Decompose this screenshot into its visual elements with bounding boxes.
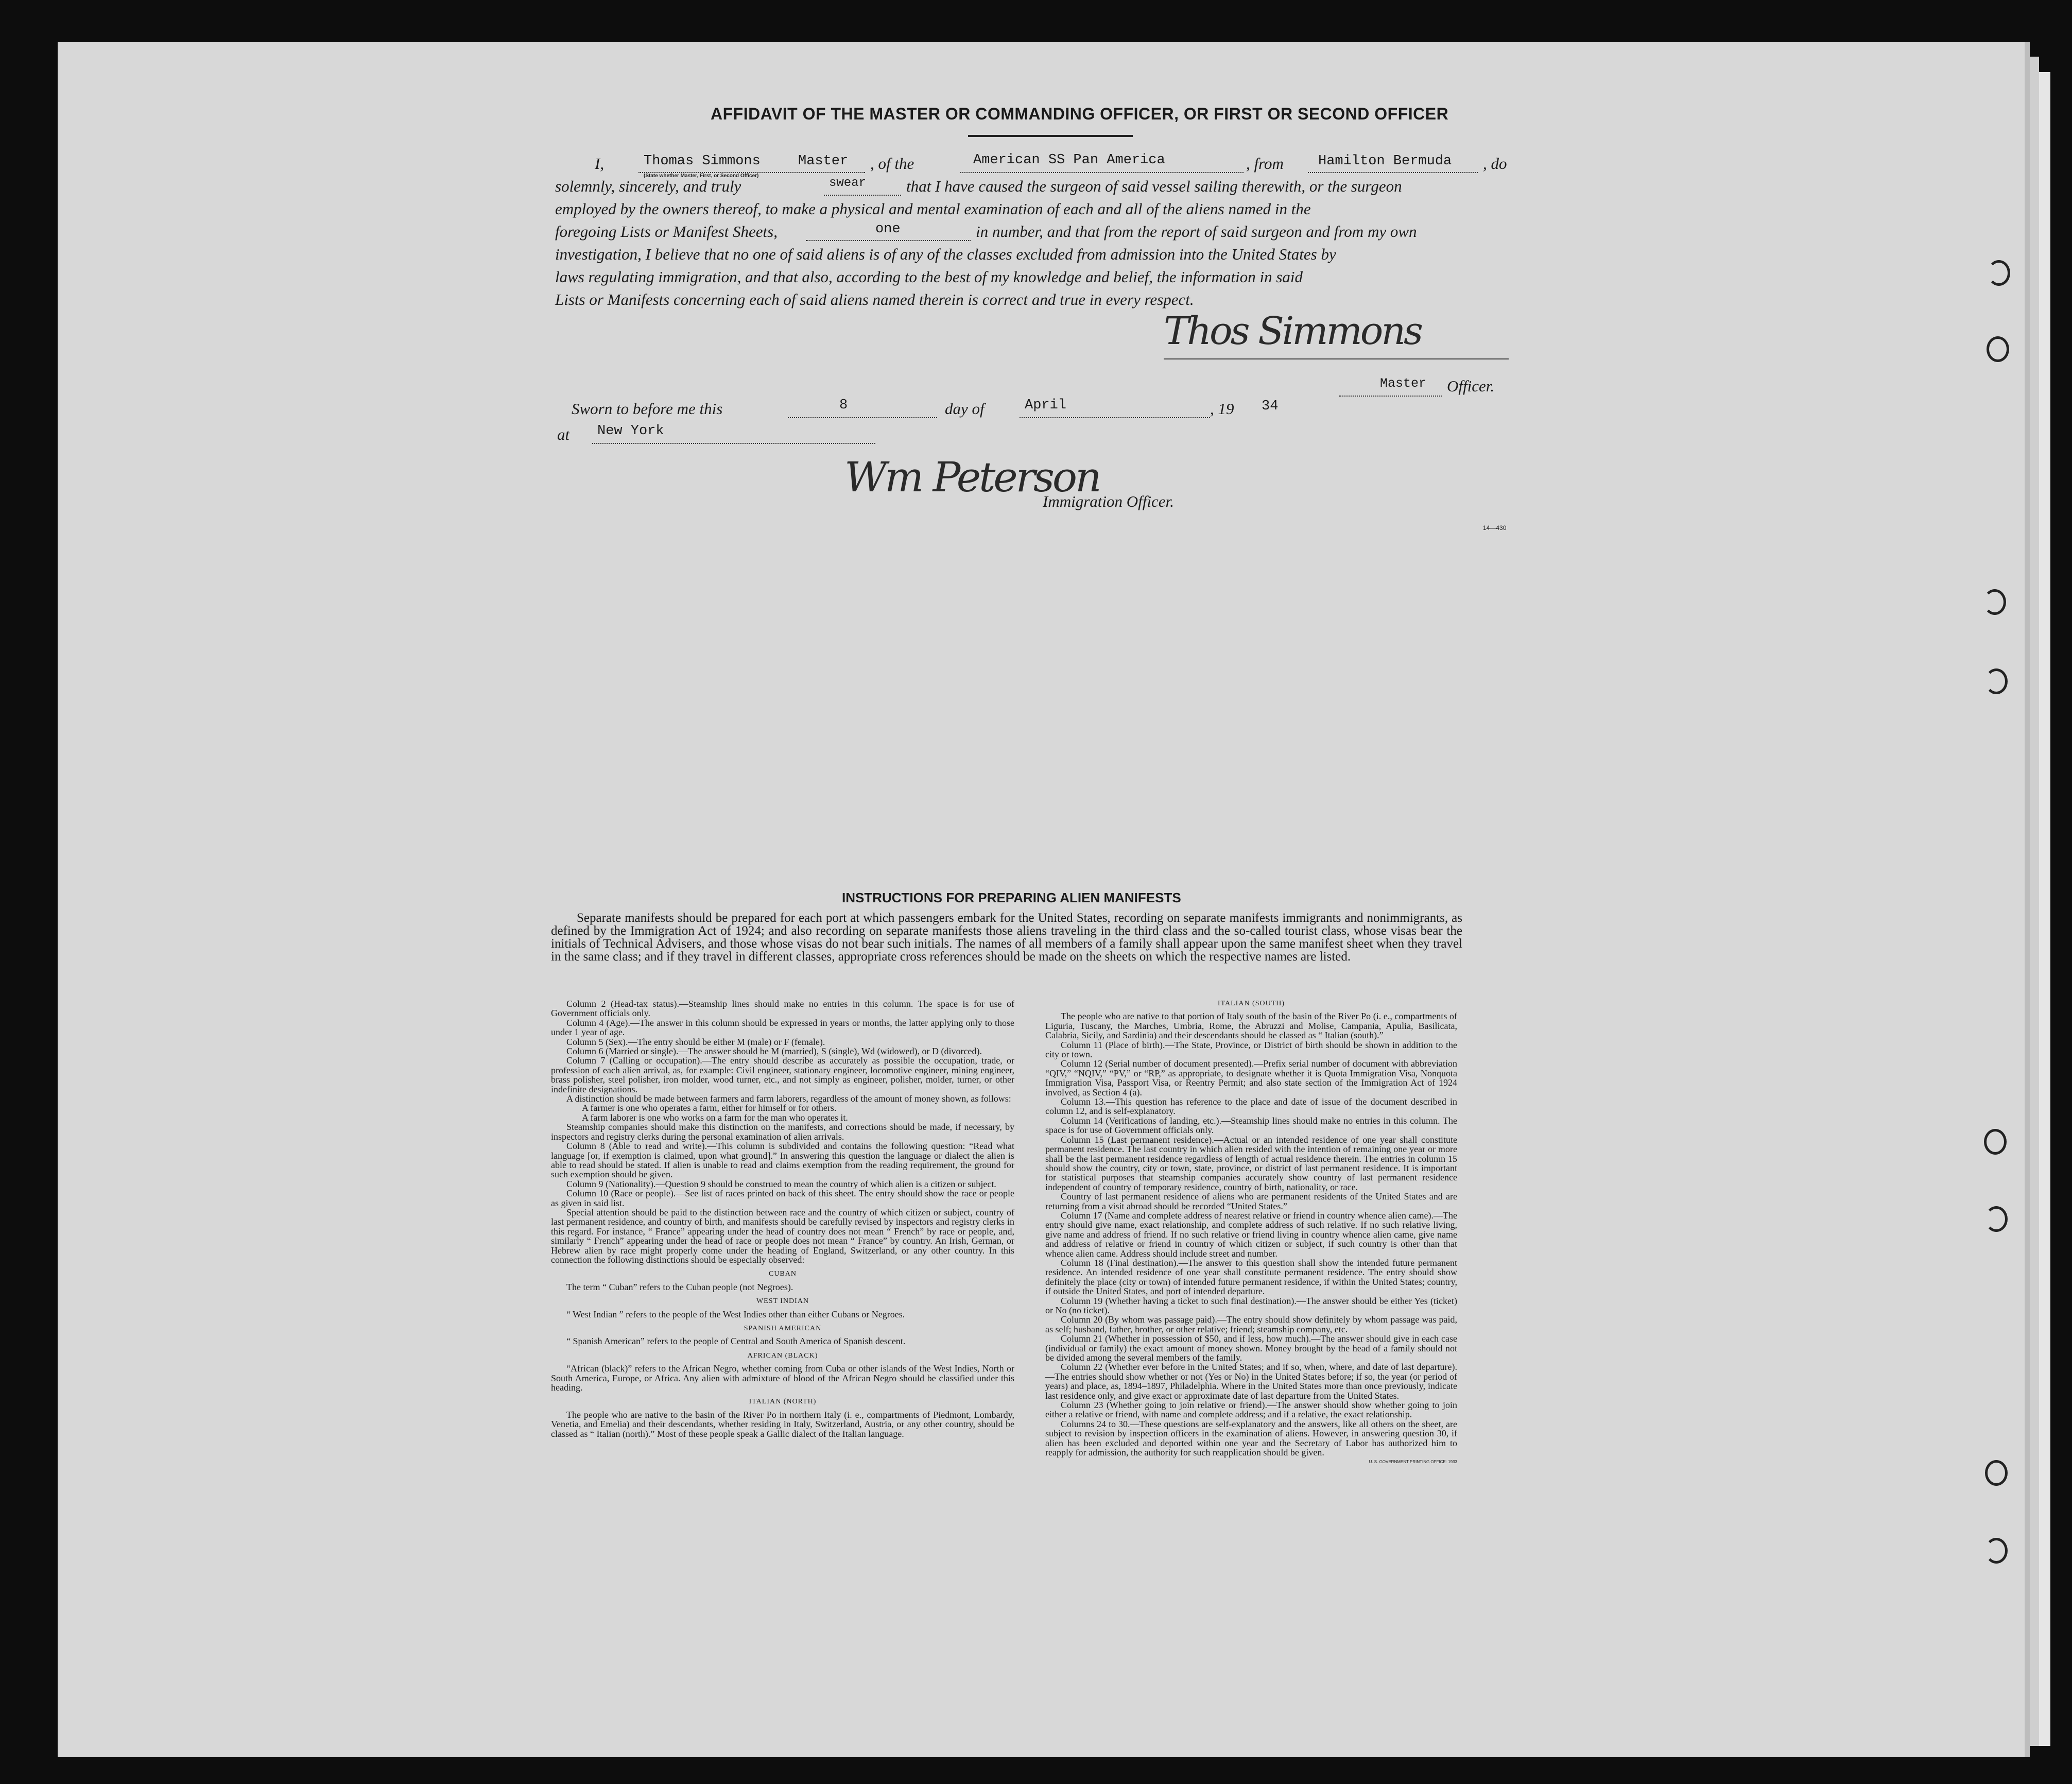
instr-col12: Column 12 (Serial number of document presented).—Prefix serial number of document with abbreviation “QIV,” “NQIV,” “PV,” or “RP,” as appropriate, to designate whether it is Quota Immigration Visa, Nonquota Immigration Visa, Passport Visa, or Reentry Permit; and also state section of the Immigration Act of 1924 involved, as Section 4 (a). [1045,1058,1457,1097]
instr-italian-north: The people who are native to the basin of the River Po in northern Italy (i. e., compartments of Piedmont, Lombardy, Venetia, and Emelia) and their descendants, whether residing in Italy, Switzerland, Austria, or any other country, should be classed as “ Italian (north).” Most of these people speak a Gallic dialect of the Italian language. [551,1409,1014,1439]
instr-col7b: A distinction should be made between farmers and farm laborers, regardless of the amount of money shown, as follows: [566,1093,1011,1104]
instr-col19: Column 19 (Whether having a ticket to such final destination).—The answer should be either Yes (ticket) or No (no ticket). [1045,1295,1457,1315]
instr-col20: Column 20 (By whom was passage paid).—The entry should show definitely by whom passage was paid, as self; husband, father, brother, or other relative; friend; steamship company, etc. [1045,1314,1457,1334]
heading-african: AFRICAN (BLACK) [747,1351,818,1360]
master-title: Master [1380,376,1427,391]
instr-col7: Column 7 (Calling or occupation).—The entry should describe as accurately as possible the occupation, trade, or profession of each alien arrival, as, for example: Civil engineer, stationary engineer, locomotive engineer, mining engineer, brass polisher, steel polisher, iron molder, wood turner, etc., and not simply as engineer, polisher, molder, turner, or other indefinite designations. [551,1055,1014,1094]
instr-col6: Column 6 (Married or single).—The answer should be M (married), S (single), Wd (widowed), or D (divorced). [566,1046,982,1057]
instructions-right-column [1045,999,1457,1467]
rank-note: (State whether Master, First, or Second Officer) [644,173,759,179]
body-line5: laws regulating immigration, and that also, according to the best of my knowledge and belief, the information in said [555,268,1303,286]
heading-italian-north: ITALIAN (NORTH) [749,1398,817,1406]
instr-italian-south: The people who are native to that portion of Italy south of the basin of the River Po (i. e., compartments of Liguria, Tuscany, the Marches, Umbria, Rome, the Abruzzi and Molise, Campania, Apulia, Basilicata, Calabria, Sicily, and Sardinia) and their descendants should be classed as “ Italian (south).” [1045,1011,1457,1041]
officer-rank: Master [798,153,849,169]
instr-col11: Column 11 (Place of birth).—The State, Province, or District of birth should be shown in addition to the city or town. [1045,1039,1457,1060]
master-signature: Thos Simmons [1164,309,1421,353]
sheets-count: one [875,221,901,237]
immigration-officer-label: Immigration Officer. [1043,492,1174,510]
instr-col2: Column 2 (Head-tax status).—Steamship lines should make no entries in this column. The space is for use of Government officials only. [551,999,1014,1019]
body-line4: investigation, I believe that no one of said aliens is of any of the classes excluded from admission into the United States by [555,245,1336,263]
instr-col7e: Steamship companies should make this distinction on the manifests, and corrections should be made, if necessary, by inspectors and registry clerks during the personal examination of alien arrivals. [551,1122,1014,1142]
year-prefix: , 19 [1210,400,1234,418]
page-edge-inner [2039,72,2050,1746]
instr-col9: Column 9 (Nationality).—Question 9 should be construed to mean the country of which alien is a citizen or subject. [566,1178,996,1189]
heading-west-indian: WEST INDIAN [756,1297,809,1306]
vessel-name: American SS Pan America [973,152,1165,168]
instr-col15b: Country of last permanent residence of aliens who are permanent residents of the United States and are returning from a visit abroad should be recorded “United States.” [1045,1191,1457,1211]
instr-west-indian: “ West Indian ” refers to the people of the West Indies other than either Cubans or Negroes. [566,1309,905,1319]
instr-col24: Columns 24 to 30.—These questions are self-explanatory and the answers, like all others on the sheet, are subject to revision by inspection officers in the examination of aliens. However, in answering question 30, if alien has been excluded and deported within one year and the Secretary of Labor has authorized him to reapply for admission, the authority for such reapplication should be given. [1045,1418,1457,1458]
instr-col21: Column 21 (Whether in possession of $50, and if less, how much).—The answer should give in each case (individual or family) the exact amount of money shown. Money brought by the head of a family should not be divided among the several members of the family. [1045,1333,1457,1363]
do-word: , do [1483,155,1507,173]
punch-hole-icon [1985,668,2008,694]
of-the: , of the [870,155,914,173]
sworn-text: Sworn to before me this [572,400,723,418]
instr-col15: Column 15 (Last permanent residence).—Actual or an intended residence of one year shall constitute permanent residence. The last country in which alien resided with the intention of remaining one year or more shall be the last permanent residence regardless of length of actual residence therein. The entries in column 15 should show the country, city or town, state, province, or district of last permanent residence. It is important for statistical purposes that steamship companies accurately show country of last permanent residence independent of country of temporary residence, country of birth, nationality, or race. [1045,1134,1457,1192]
heading-italian-south: ITALIAN (SOUTH) [1217,1000,1285,1007]
punch-hole-icon [1985,1206,2008,1232]
officer-name: Thomas Simmons [644,153,761,169]
day-of-text: day of [945,400,985,418]
instr-col18: Column 18 (Final destination).—The answer to this question shall show the intended future permanent residence. An intended residence of one year shall constitute permanent residence. The entry should show definitely the place (city or town) of intended future permanent residence, if within the United States; country, if outside the United States, and port of intended departure. [1045,1257,1457,1297]
body-line1: that I have caused the surgeon of said vessel sailing therewith, or the surgeon [906,177,1402,195]
body-line3a: foregoing Lists or Manifest Sheets, [555,222,778,241]
sworn-day: 8 [839,398,848,413]
instr-col14: Column 14 (Verifications of landing, etc.).—Steamship lines should make no entries in this column. The space is for use of Government officials only. [1045,1115,1457,1136]
instr-col7c: A farmer is one who operates a farm, either for himself or for others. [582,1103,837,1113]
immigration-signature: Wm Peterson [844,453,1100,501]
instr-col22: Column 22 (Whether ever before in the United States; and if so, when, where, and date of last departure).—The entries should show whether or not (Yes or No) in the United States before; if so, the year (or period of years) and place, as, 1894–1897, Philadelphia. Where in the United States more than once previously, indicate last residence only, and give exact or approximate date of last departure from the United States. [1045,1362,1457,1401]
affidavit-i: I, [595,155,605,173]
instr-african: “African (black)” refers to the African Negro, whether coming from Cuba or other islands of the West Indies, North or South America, Europe, or Africa. Any alien with admixture of blood of the African Negro should be classified under this heading. [551,1363,1014,1393]
instr-cuban: The term “ Cuban” refers to the Cuban people (not Negroes). [566,1281,793,1292]
instr-col5: Column 5 (Sex).—The entry should be either M (male) or F (female). [566,1036,825,1047]
instr-col7d: A farm laborer is one who works on a farm for the man who operates it. [582,1112,848,1123]
solemnly-text: solemnly, sincerely, and truly [555,177,741,195]
title-rule [968,135,1133,137]
port-from: Hamilton Bermuda [1318,153,1452,169]
punch-hole-icon [1984,1129,2007,1155]
punch-hole-icon [1988,260,2010,286]
instr-col23: Column 23 (Whether going to join relative or friend).—The answer should show whether going to join either a relative or friend, with name and complete address; and if a relative, the exact relationship. [1045,1400,1457,1420]
punch-hole-icon [1985,1538,2008,1564]
sworn-year: 34 [1262,399,1279,414]
punch-hole-icon [1987,336,2009,362]
oath-word: swear [829,176,867,190]
instr-col8: Column 8 (Able to read and write).—This column is subdivided and contains the following question: “Read what language [or, if exemption is claimed, upon what ground].” In answering this question the language or dialect the alien is able to read should be stated. If alien is unable to read and claims exemption from the reading requirement, the ground for such exemption should be given. [551,1141,1014,1180]
body-line2: employed by the owners thereof, to make a physical and mental examination of each and all of the aliens named in the [555,200,1311,218]
printing-office-note: U. S. GOVERNMENT PRINTING OFFICE: 1933 [1369,1459,1457,1464]
instr-col17: Column 17 (Name and complete address of nearest relative or friend in country whence alien came).—The entry should give name, exact relationship, and complete address of such relative. If no such relative living, give name and address of friend. If no such relative or friend living in country whence alien came, give name and address of relative or friend in country of which citizen or subject, if such country is other than that whence alien came. Address should include street and number. [1045,1210,1457,1259]
affidavit-title: AFFIDAVIT OF THE MASTER OR COMMANDING OFFICER, OR FIRST OR SECOND OFFICER [711,105,1449,123]
instructions-title: INSTRUCTIONS FOR PREPARING ALIEN MANIFESTS [842,890,1181,905]
instr-col4: Column 4 (Age).—The answer in this column should be expressed in years or months, the latter applying only to those under 1 year of age. [551,1017,1014,1038]
instr-col10: Column 10 (Race or people).—See list of races printed on back of this sheet. The entry should show the race or people as given in said list. [551,1188,1014,1208]
instructions-left-column [551,999,1014,1438]
instructions-intro: Separate manifests should be prepared for each port at which passengers embark for the United States, recording on separate manifests immigrants and nonimmigrants, as defined by the Immigration Act of 1924; and also recording on separate manifests those aliens traveling in the third class and the so-called tourist class, whose visas bear the initials of Technical Advisers, and those whose visas do not bear such initials. The names of all members of a family shall appear upon the same manifest sheet when they travel in the same class; and if they travel in different classes, appropriate cross references should be made on the sheets on which the respective names are listed. [551,911,1462,964]
instr-col13: Column 13.—This question has reference to the place and date of issue of the document described in column 12, and is self-explanatory. [1045,1096,1457,1117]
punch-hole-icon [1985,1460,2008,1486]
body-line3b: in number, and that from the report of said surgeon and from my own [976,222,1417,241]
from-word: , from [1246,155,1284,173]
sworn-month: April [1025,398,1067,413]
punch-hole-icon [1983,589,2006,615]
instr-spanish-american: “ Spanish American” refers to the people of Central and South America of Spanish descent. [566,1336,906,1347]
body-line6: Lists or Manifests concerning each of said aliens named therein is correct and true in every respect. [555,290,1194,308]
sworn-place: New York [597,423,664,439]
at-word: at [557,425,570,443]
form-number: 14—430 [1483,524,1507,531]
officer-word: Officer. [1447,377,1495,395]
heading-spanish-american: SPANISH AMERICAN [744,1325,822,1332]
instr-col10b: Special attention should be paid to the distinction between race and the country of which citizen or subject, country of last permanent residence, and country of birth, and manifests should be carefully revised by inspectors and registry clerks in this regard. For instance, “ France” appearing under the head of country does not mean “ French” by race or people, and, similarly “ French” appearing under the head of race or people does not mean “ France” by country. An Irish, German, or Hebrew alien by race might properly come under the heading of England, Switzerland, or any other country. In this connection the following distinctions should be especially observed: [551,1207,1014,1265]
heading-cuban: CUBAN [768,1270,797,1278]
